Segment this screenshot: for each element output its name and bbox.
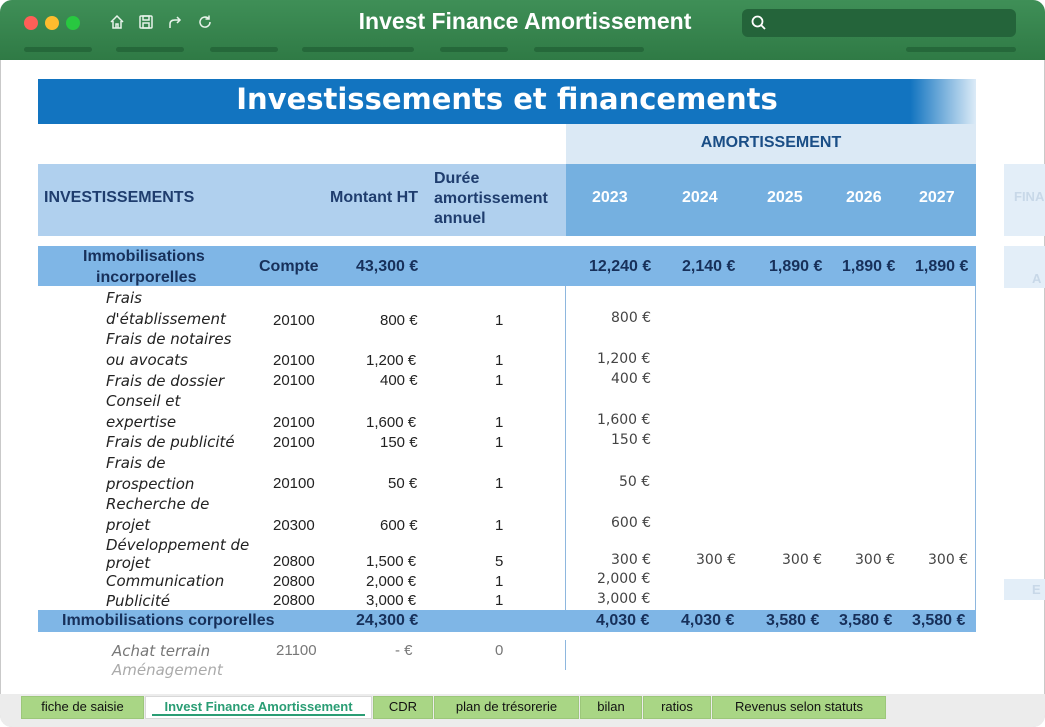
row-duree[interactable]: 0 xyxy=(495,642,504,659)
tab-label: ratios xyxy=(661,699,693,714)
home-icon[interactable] xyxy=(108,13,126,31)
row-label: Frais de xyxy=(106,454,166,472)
tab-label: CDR xyxy=(388,699,418,714)
category-year-value: 12,240 € xyxy=(589,258,652,275)
tab-bilan[interactable] xyxy=(580,696,642,719)
row-duree[interactable]: 1 xyxy=(495,475,504,492)
row-montant[interactable]: 150 € xyxy=(380,434,418,451)
ribbon-placeholder xyxy=(116,47,184,52)
row-duree[interactable]: 1 xyxy=(495,592,504,609)
category-year-value: 2,140 € xyxy=(682,258,736,275)
row-year-value: 300 € xyxy=(928,552,969,568)
row-label: expertise xyxy=(106,413,177,431)
row-label: Frais de publicité xyxy=(106,433,235,451)
redo-icon[interactable] xyxy=(166,13,184,31)
row-year-value: 150 € xyxy=(611,432,652,448)
row-year-value: 1,600 € xyxy=(597,412,651,428)
category-montant: 24,300 € xyxy=(356,612,419,629)
row-compte[interactable]: 20800 xyxy=(273,553,315,570)
refresh-icon[interactable] xyxy=(196,13,214,31)
row-year-value: 50 € xyxy=(619,474,651,490)
column-divider xyxy=(565,640,566,670)
row-compte[interactable]: 21100 xyxy=(276,642,317,659)
header-year[interactable]: 2026 xyxy=(846,189,882,206)
header-montant[interactable]: Montant HT xyxy=(330,189,418,206)
category-montant: 43,300 € xyxy=(356,258,419,275)
row-label: prospection xyxy=(106,475,195,493)
ghost-column xyxy=(1004,246,1045,288)
window-title: Invest Finance Amortissement xyxy=(358,8,692,34)
title-bar xyxy=(0,0,1045,60)
header-year[interactable]: 2024 xyxy=(682,189,718,206)
row-montant[interactable]: 800 € xyxy=(380,312,418,329)
row-label: ou avocats xyxy=(106,351,188,369)
row-montant[interactable]: 600 € xyxy=(380,517,418,534)
compte-label: Compte xyxy=(259,258,319,275)
zoom-window-button[interactable] xyxy=(66,16,80,30)
row-montant[interactable]: 50 € xyxy=(388,475,418,492)
minimize-window-button[interactable] xyxy=(45,16,59,30)
header-duree-line3[interactable]: annuel xyxy=(434,210,486,227)
category-label-line1: Immobilisations xyxy=(83,248,205,265)
amortissement-label: AMORTISSEMENT xyxy=(700,134,842,151)
category-year-value: 3,580 € xyxy=(839,612,893,629)
category-year-value: 3,580 € xyxy=(912,612,966,629)
search-input[interactable] xyxy=(742,9,1016,37)
tab-invest-finance-amortissement[interactable] xyxy=(145,696,372,719)
ribbon-placeholder xyxy=(534,47,644,52)
ghost-label: FINA xyxy=(1014,189,1045,204)
row-compte[interactable]: 20100 xyxy=(273,352,315,369)
save-icon[interactable] xyxy=(137,13,155,31)
ribbon-placeholder xyxy=(24,47,92,52)
tab-label: fiche de saisie xyxy=(41,699,124,714)
ghost-column xyxy=(1004,164,1045,236)
sheet-banner xyxy=(38,79,976,124)
header-duree-line2[interactable]: amortissement xyxy=(434,190,548,207)
row-year-value: 400 € xyxy=(611,371,652,387)
row-year-value: 600 € xyxy=(611,515,652,531)
row-duree[interactable]: 1 xyxy=(495,312,504,329)
ribbon-placeholder xyxy=(440,47,508,52)
active-tab-underline xyxy=(152,714,365,716)
tab-ratios[interactable] xyxy=(643,696,711,719)
row-compte[interactable]: 20100 xyxy=(273,475,315,492)
ribbon-placeholder xyxy=(302,47,414,52)
row-label: projet xyxy=(106,554,151,572)
category-year-value: 3,580 € xyxy=(766,612,820,629)
row-duree[interactable]: 1 xyxy=(495,517,504,534)
column-divider xyxy=(565,286,566,610)
row-compte[interactable]: 20100 xyxy=(273,434,315,451)
row-label: d'établissement xyxy=(106,310,226,328)
ribbon-placeholder xyxy=(906,47,1016,52)
banner-title: Investissements et financements xyxy=(236,82,778,116)
row-compte[interactable]: 20800 xyxy=(273,573,315,590)
category-year-value: 4,030 € xyxy=(681,612,735,629)
category-label: Immobilisations corporelles xyxy=(62,612,275,629)
tab-plan-de-tresorerie[interactable] xyxy=(434,696,579,719)
row-montant[interactable]: - € xyxy=(395,642,413,659)
ghost-label: A xyxy=(1032,271,1042,286)
header-duree-line1[interactable]: Durée xyxy=(434,170,480,187)
row-duree[interactable]: 1 xyxy=(495,434,504,451)
row-montant[interactable]: 2,000 € xyxy=(366,573,417,590)
row-duree[interactable]: 1 xyxy=(495,352,504,369)
row-label: Frais xyxy=(106,289,142,307)
row-duree[interactable]: 5 xyxy=(495,553,504,570)
row-year-value: 1,200 € xyxy=(597,351,651,367)
row-montant[interactable]: 1,500 € xyxy=(366,553,417,570)
row-year-value: 300 € xyxy=(696,552,737,568)
category-year-value: 1,890 € xyxy=(842,258,896,275)
row-year-value: 300 € xyxy=(611,552,652,568)
row-year-value: 2,000 € xyxy=(597,571,651,587)
row-duree[interactable]: 1 xyxy=(495,573,504,590)
header-year[interactable]: 2023 xyxy=(592,189,628,206)
row-compte[interactable]: 20100 xyxy=(273,312,315,329)
category-label-line2: incorporelles xyxy=(96,269,197,286)
row-montant[interactable]: 1,200 € xyxy=(366,352,417,369)
row-year-value: 3,000 € xyxy=(597,591,651,607)
tab-revenus-selon-statuts[interactable] xyxy=(712,696,886,719)
row-compte[interactable]: 20100 xyxy=(273,372,315,389)
row-label: Frais de notaires xyxy=(106,330,232,348)
category-year-value: 4,030 € xyxy=(596,612,650,629)
tab-fiche-de-saisie[interactable] xyxy=(21,696,144,719)
category-year-value: 1,890 € xyxy=(769,258,823,275)
header-investissements[interactable]: INVESTISSEMENTS xyxy=(44,189,195,206)
row-label: Développement de xyxy=(106,536,250,554)
tab-label: Invest Finance Amortissement xyxy=(164,699,353,714)
row-label: Publicité xyxy=(106,592,170,610)
row-label: Aménagement xyxy=(112,661,223,679)
tab-label: bilan xyxy=(597,699,625,714)
ghost-column xyxy=(1004,579,1045,600)
amortissement-header xyxy=(566,124,976,164)
row-compte[interactable]: 20300 xyxy=(273,517,315,534)
category-year-value: 1,890 € xyxy=(915,258,969,275)
row-year-value: 300 € xyxy=(782,552,823,568)
row-label: Conseil et xyxy=(106,392,181,410)
close-window-button[interactable] xyxy=(24,16,38,30)
column-divider xyxy=(975,286,976,610)
search-icon xyxy=(750,14,768,32)
row-montant[interactable]: 3,000 € xyxy=(366,592,417,609)
row-montant[interactable]: 1,600 € xyxy=(366,414,417,431)
row-label: Frais de dossier xyxy=(106,372,225,390)
ribbon-placeholder xyxy=(210,47,278,52)
header-year[interactable]: 2027 xyxy=(919,189,955,206)
row-montant[interactable]: 400 € xyxy=(380,372,418,389)
ghost-label: E xyxy=(1032,582,1041,597)
tab-cdr[interactable] xyxy=(373,696,433,719)
row-year-value: 300 € xyxy=(855,552,896,568)
row-duree[interactable]: 1 xyxy=(495,414,504,431)
row-compte[interactable]: 20800 xyxy=(273,592,315,609)
tab-label: plan de trésorerie xyxy=(455,699,558,714)
row-compte[interactable]: 20100 xyxy=(273,414,315,431)
row-label: projet xyxy=(106,516,151,534)
row-label: Recherche de xyxy=(106,495,210,513)
tab-label: Revenus selon statuts xyxy=(735,699,863,714)
row-label: Communication xyxy=(106,572,225,590)
row-label: Achat terrain xyxy=(112,642,211,660)
row-duree[interactable]: 1 xyxy=(495,372,504,389)
row-year-value: 800 € xyxy=(611,310,652,326)
header-year[interactable]: 2025 xyxy=(767,189,803,206)
